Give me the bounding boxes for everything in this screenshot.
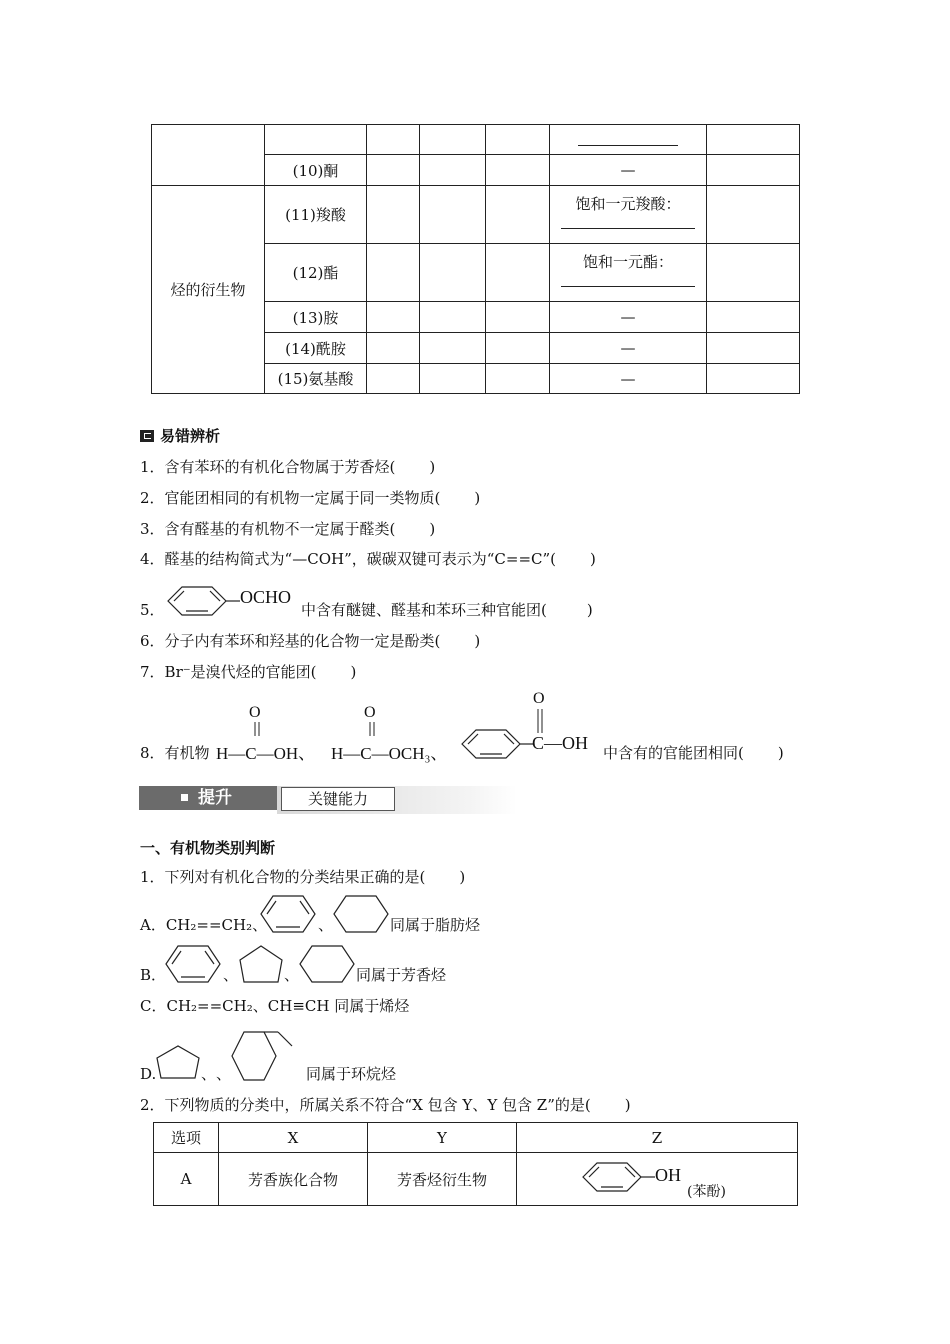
list-item [140,549,596,569]
item-number: 6． [140,632,165,650]
table-cell [707,364,800,394]
question-end: ) [459,868,466,886]
formula-methyl-formate: H—C—OCH₃、 [331,744,448,763]
table-cell [707,125,800,155]
cell-x: 芳香族化合物 [219,1153,368,1206]
option-tail: 同属于脂肪烃 [390,916,481,934]
table-cell [367,302,420,333]
table-cell [367,186,420,244]
item-text-line [301,600,593,620]
list-item [140,631,480,651]
table-cell [486,364,550,394]
row-label: (11)羧酸 [265,186,367,244]
formula-ocho: OCHO [240,587,292,607]
cell-y: 芳香烃衍生物 [368,1153,517,1206]
section-banner [139,786,517,814]
table-cell [265,125,367,155]
example-cell: — [550,333,707,364]
example-cell: — [550,155,707,186]
item-end: ) [474,489,481,507]
table-cell [486,244,550,302]
benzene-ring-icon [164,944,222,984]
row-label: (13)胺 [265,302,367,333]
oxygen-label: O [249,704,261,721]
cyclopentane-icon [155,1044,201,1080]
item-text: 分子内有苯环和羟基的化合物一定是酚类( [164,632,441,650]
option-a [140,915,267,935]
table-cell [367,244,420,302]
section-title: 一、有机物类别判断 [140,839,276,857]
square-icon [181,794,188,801]
table-cell [486,333,550,364]
table-cell [707,155,800,186]
banner-right: 关键能力 [281,787,395,811]
table-cell [707,244,800,302]
item-text: 醛基的结构简式为“—COH”，碳碳双键可表示为“C==C”( [164,550,557,568]
item-text: 中含有醚键、醛基和苯环三种官能团( [301,601,547,619]
benzene-ring-icon [458,726,538,762]
cyclohexane-icon [332,894,390,934]
option-b [140,965,166,985]
option-c: C．CH₂==CH₂、CH≡CH 同属于烯烃 [140,997,410,1015]
example-cell [550,186,707,244]
option-tail: 同属于芳香烃 [356,966,447,984]
table-cell [420,244,486,302]
list-item [140,488,480,508]
list-item [140,743,210,763]
item-end: ) [586,601,593,619]
option-sep: 、 [223,966,239,984]
example-cell: — [550,302,707,333]
cell-option: A [154,1153,219,1206]
benzene-ring-icon [259,894,317,934]
header-x: X [219,1123,368,1153]
table-cell [420,125,486,155]
table-cell [367,364,420,394]
cyclohexane-icon [298,944,356,984]
item-number: 1． [140,458,165,476]
item-text: 含有醛基的有机物不一定属于醛类( [164,520,396,538]
option-sep: 、 [284,966,300,984]
table-cell [707,186,800,244]
table-cell [420,186,486,244]
example-cell [550,244,707,302]
banner-left-label: 提升 [198,788,232,808]
item-end: ) [474,632,481,650]
phenol-structure [517,1153,797,1205]
benzene-ring-icon [160,583,240,619]
double-bond-icon [254,722,260,738]
option-lead: A．CH₂==CH₂、 [140,916,268,934]
table-cell [367,125,420,155]
item-text: 中含有的官能团相同( [603,744,744,762]
answer-blank [561,272,695,287]
table-cell [367,155,420,186]
list-item [140,519,435,539]
formula-benzoic-acid: C—OH [532,733,589,753]
item-number: 2． [140,489,165,507]
option-sep: 、 [201,1065,217,1083]
table-cell [420,333,486,364]
table-cell [486,186,550,244]
row-label: (15)氨基酸 [265,364,367,394]
answer-blank [578,129,678,146]
item-number: 5． [140,601,165,619]
example-label: 饱和一元酯： [582,252,673,271]
list-item [140,457,435,477]
double-bond-icon [537,709,543,735]
classification-table [151,124,800,394]
example-label: 饱和一元羧酸： [575,194,681,213]
banner-left [139,786,277,810]
option-d [140,1064,156,1084]
answer-blank [561,214,695,229]
list-item [140,662,356,682]
question-2-stem [140,1095,631,1115]
double-bond-icon [369,722,375,738]
formula-oh: OH [655,1165,681,1185]
group-label: 烃的衍生物 [152,186,265,394]
item-end: ) [429,520,436,538]
table-cell [486,125,550,155]
item-end: ) [777,744,784,762]
item-number: 8． [140,744,165,762]
header-z: Z [517,1123,798,1153]
cell-z [517,1153,798,1206]
table-cell [367,333,420,364]
formula-formic-acid: H—C—OH、 [216,744,316,763]
item-number: 3． [140,520,165,538]
phenol-name: (苯酚) [687,1184,726,1200]
example-cell: — [550,364,707,394]
table-cell [550,125,707,155]
tag-icon [140,430,154,442]
item-text: 官能团相同的有机物一定属于同一类物质( [164,489,441,507]
item-text: 含有苯环的有机化合物属于芳香烃( [164,458,396,476]
oxygen-label: O [364,704,376,721]
table-cell [152,125,265,186]
item-number: 7． [140,663,165,681]
question-end: ) [624,1096,631,1114]
row-label: (12)酯 [265,244,367,302]
item-text: Br⁻是溴代烃的官能团( [164,663,317,681]
item-prefix: 有机物 [164,744,210,762]
item-end: ) [350,663,357,681]
option-sep: 、 [216,1065,232,1083]
table-cell [486,302,550,333]
question-1-stem [140,867,465,887]
item-number: 4． [140,550,165,568]
option-tail: 同属于环烷烃 [306,1065,397,1083]
oxygen-label: O [533,690,545,707]
ethylcyclohexane-icon [230,1026,306,1084]
header-option: 选项 [154,1123,219,1153]
header-y: Y [368,1123,517,1153]
table-cell [486,155,550,186]
option-sep: 、 [318,916,334,934]
table-cell [420,302,486,333]
row-label: (10)酮 [265,155,367,186]
table-cell [420,364,486,394]
table-cell [420,155,486,186]
option-lead: D. [140,1065,157,1083]
section-tag-title: 易错辨析 [160,427,221,445]
row-label: (14)酰胺 [265,333,367,364]
table-cell [707,302,800,333]
option-lead: B． [140,966,167,984]
question-text: 2．下列物质的分类中，所属关系不符合“X 包含 Y、Y 包含 Z”的是( [140,1096,591,1114]
item-end: ) [429,458,436,476]
table-cell [707,333,800,364]
section-tag [140,425,220,446]
item-text-line [603,743,784,763]
q2-table [153,1122,798,1206]
question-text: 1．下列对有机化合物的分类结果正确的是( [140,868,426,886]
item-end: ) [590,550,596,568]
cyclopentane-icon [238,944,284,984]
